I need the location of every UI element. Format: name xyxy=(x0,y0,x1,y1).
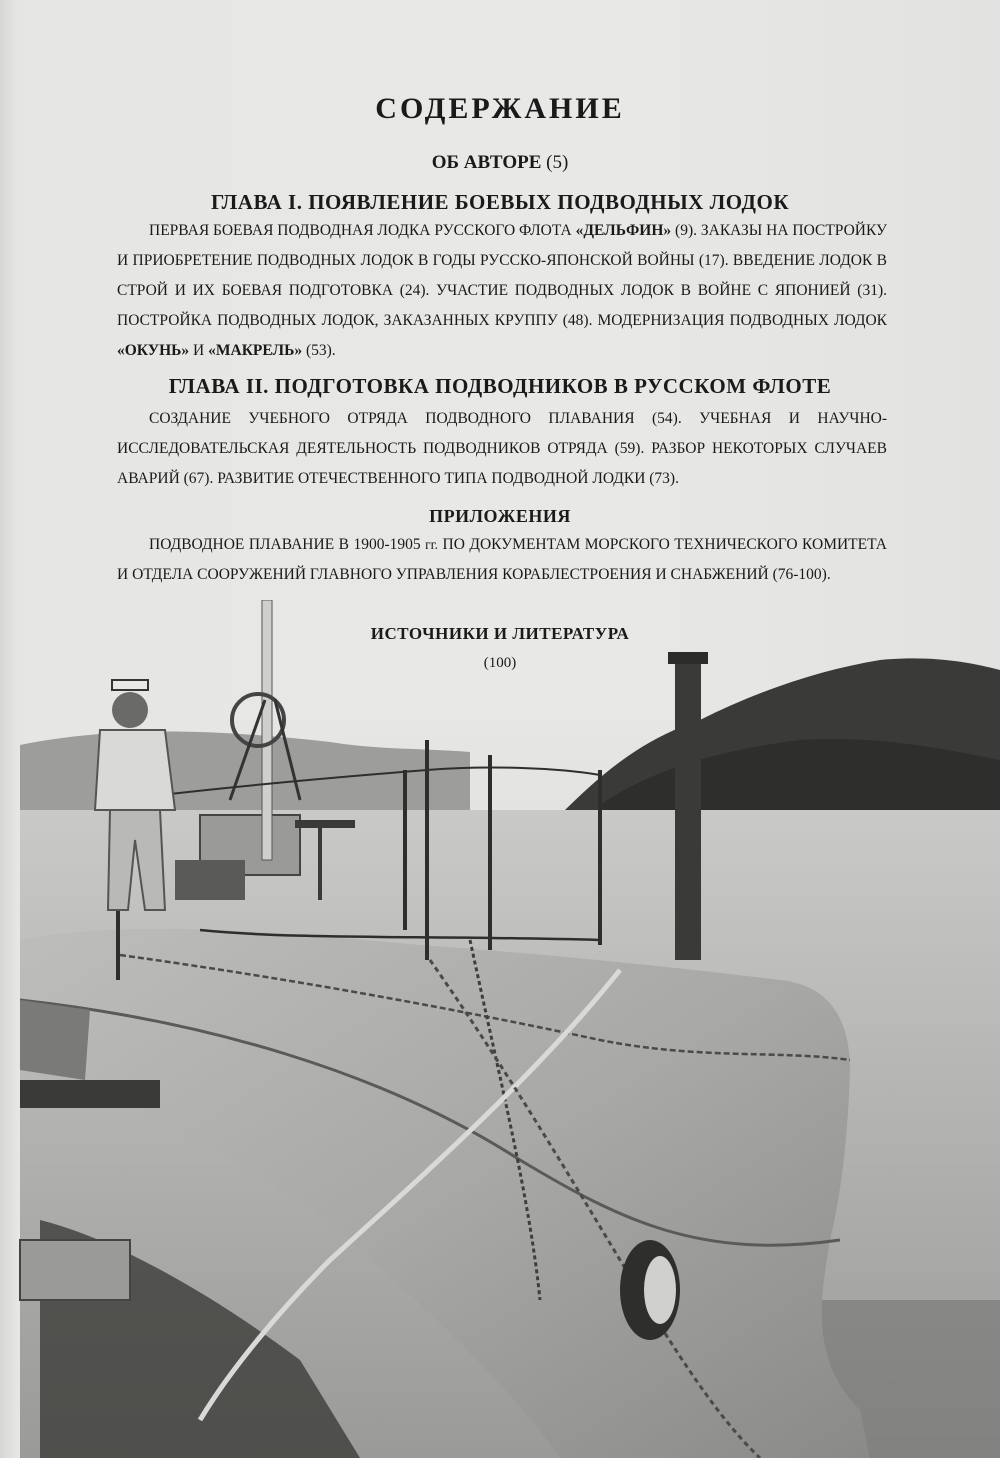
appendix-heading: ПРИЛОЖЕНИЯ xyxy=(429,506,571,526)
chapter-1-summary xyxy=(117,216,887,366)
sources-heading: ИСТОЧНИКИ И ЛИТЕРАТУРА xyxy=(370,624,630,643)
appendix-summary xyxy=(117,530,887,590)
chapter-2-heading: ГЛАВА II. ПОДГОТОВКА ПОДВОДНИКОВ В РУССКОМ ФЛОТЕ xyxy=(168,374,832,398)
ch2-text: СОЗДАНИЕ УЧЕБНОГО ОТРЯДА ПОДВОДНОГО ПЛАВАНИЯ (54). УЧЕБНАЯ И НАУЧНО-ИССЛЕДОВАТЕЛЬСКАЯ ДЕЯТЕЛЬНОСТЬ ПОДВОДНИКОВ ОТРЯДА (59). РАЗБОР НЕКОТОРЫХ СЛУЧАЕВ АВАРИЙ (67). РАЗВИТИЕ ОТЕЧЕСТВЕННОГО ТИПА ПОДВОДНОЙ ЛОДКИ (73). xyxy=(117,410,887,487)
page-title: СОДЕРЖАНИЕ xyxy=(375,92,625,125)
toc-about-page: (5) xyxy=(546,152,569,173)
sources-page: (100) xyxy=(483,655,517,671)
app-text-b: гг. xyxy=(425,537,439,552)
app-text-a: ПОДВОДНОЕ ПЛАВАНИЕ В 1900-1905 xyxy=(149,536,426,553)
toc-entry-about xyxy=(0,152,1000,174)
ch1-makrel: «МАКРЕЛЬ» xyxy=(208,342,303,359)
chapter-2-summary xyxy=(117,404,887,494)
chapter-1-heading: ГЛАВА I. ПОЯВЛЕНИЕ БОЕВЫХ ПОДВОДНЫХ ЛОДОК xyxy=(210,190,790,214)
app-text-c: ПО ДОКУМЕНТАМ МОРСКОГО ТЕХНИЧЕСКОГО КОМИТЕТА И ОТДЕЛА СООРУЖЕНИЙ ГЛАВНОГО УПРАВЛЕНИЯ КОРАБЛЕСТРОЕНИЯ И СНАБЖЕНИЙ (76-100). xyxy=(117,536,888,583)
ch1-text-e: И xyxy=(189,342,209,359)
ch1-delfin: «ДЕЛЬФИН» xyxy=(575,222,672,239)
ch1-text-c: (9). ЗАКАЗЫ НА ПОСТРОЙКУ И ПРИОБРЕТЕНИЕ ПОДВОДНЫХ ЛОДОК В ГОДЫ РУССКО-ЯПОНСКОЙ ВОЙНЫ (17). ВВЕДЕНИЕ ЛОДОК В СТРОЙ И ИХ БОЕВАЯ ПОДГОТОВКА (24). УЧАСТИЕ ПОДВОДНЫХ ЛОДОК В ВОЙНЕ С ЯПОНИЕЙ (31). ПОСТРОЙКА ПОДВОДНЫХ ЛОДОК, ЗАКАЗАННЫХ КРУППУ (48). МОДЕРНИЗАЦИЯ ПОДВОДНЫХ ЛОДОК xyxy=(117,222,887,329)
ch1-text-a: ПЕРВАЯ БОЕВАЯ ПОДВОДНАЯ ЛОДКА РУССКОГО ФЛОТА xyxy=(149,222,576,239)
submarine-photo xyxy=(0,600,1000,1458)
toc-about-label: ОБ АВТОРЕ xyxy=(431,152,542,173)
ch1-text-g: (53). xyxy=(302,342,336,359)
ch1-okun: «ОКУНЬ» xyxy=(117,342,190,359)
